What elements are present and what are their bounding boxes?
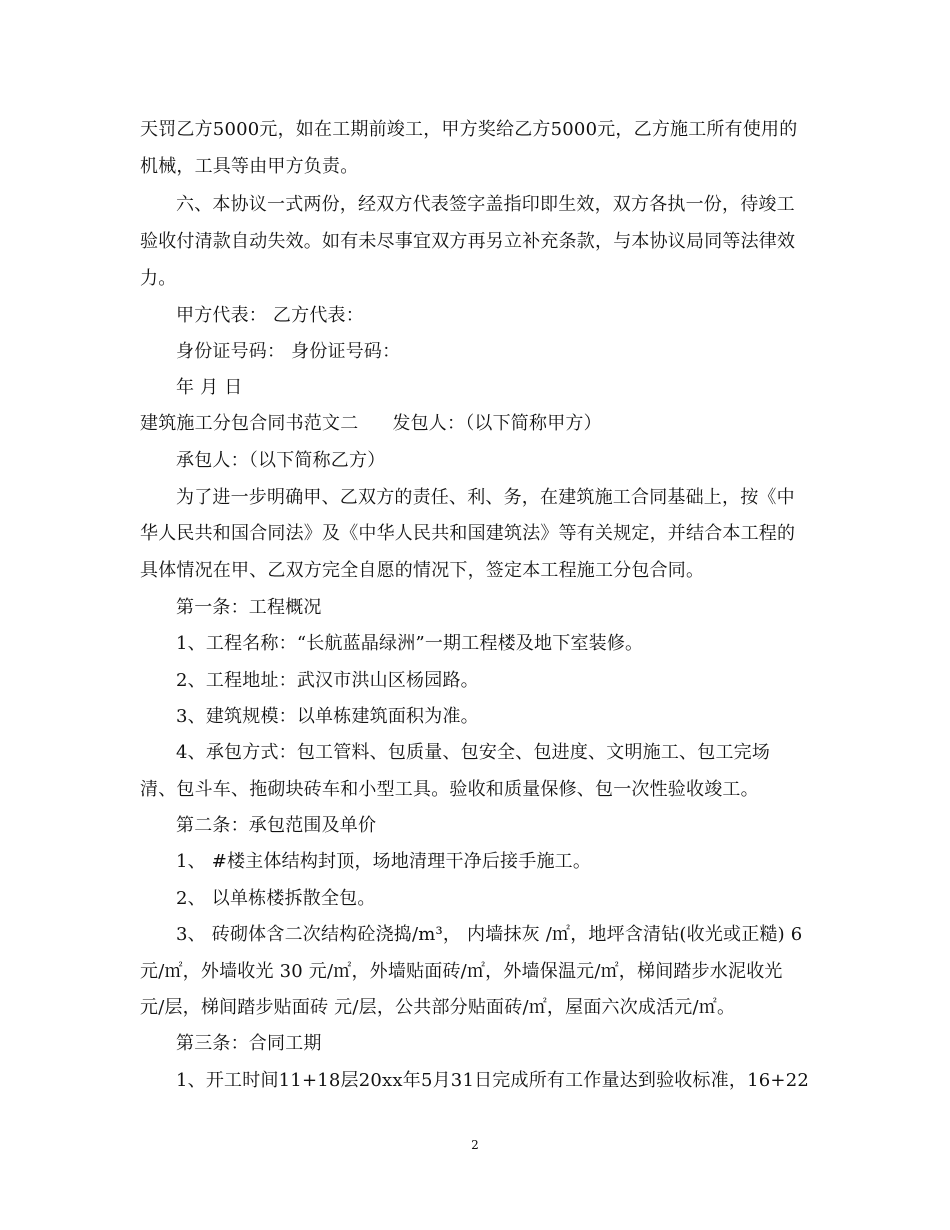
paragraph-line-5: 力。 [140, 268, 177, 289]
paragraph-line-3: 六、本协议一式两份，经双方代表签字盖指印即生效，双方各执一份，待竣工 [176, 194, 795, 215]
schedule-item-1: 1、开工时间11+18层20xx年5月31日完成所有工作量达到验收标准，16+22 [176, 1070, 809, 1091]
scope-item-3-line-1: 3、 砖砌体含二次结构砼浇捣/m³， 内墙抹灰 /㎡，地坪含清钻(收光或正糙) 6 [176, 924, 803, 945]
contractor-party: 发包人：（以下简称甲方） [392, 413, 602, 434]
contract-title: 建筑施工分包合同书范文二 [140, 413, 359, 434]
project-name: 1、工程名称：“长航蓝晶绿洲”一期工程楼及地下室装修。 [176, 633, 644, 654]
paragraph-line-1: 天罚乙方5000元，如在工期前竣工，甲方奖给乙方5000元，乙方施工所有使用的 [140, 119, 798, 140]
article-1-heading: 第一条：工程概况 [176, 597, 322, 618]
subcontractor-party: 承包人：（以下简称乙方） [176, 450, 386, 471]
scope-item-1: 1、 #楼主体结构封顶，场地清理干净后接手施工。 [176, 851, 592, 872]
scope-item-3-line-2: 元/㎡，外墙收光 30 元/㎡，外墙贴面砖/㎡，外墙保温元/㎡，梯间踏步水泥收光 [140, 961, 783, 982]
intro-line-3: 具体情况在甲、乙双方完全自愿的情况下，签定本工程施工分包合同。 [140, 560, 705, 581]
contract-method-line-2: 清、包斗车、拖砌块砖车和小型工具。验收和质量保修、包一次性验收竣工。 [140, 779, 759, 800]
signature-representatives: 甲方代表： 乙方代表： [176, 305, 364, 326]
project-address: 2、工程地址：武汉市洪山区杨园路。 [176, 670, 479, 691]
scope-item-2: 2、 以单栋楼拆散全包。 [176, 888, 376, 909]
article-3-heading: 第三条：合同工期 [176, 1033, 322, 1054]
paragraph-line-2: 机械，工具等由甲方负责。 [140, 156, 359, 177]
scope-item-3-line-3: 元/层，梯间踏步贴面砖 元/层，公共部分贴面砖/㎡，屋面六次成活元/㎡。 [140, 997, 736, 1018]
article-2-heading: 第二条：承包范围及单价 [176, 815, 377, 836]
intro-line-1: 为了进一步明确甲、乙双方的责任、利、务，在建筑施工合同基础上，按《中 [176, 487, 795, 508]
signature-date: 年 月 日 [176, 377, 243, 398]
paragraph-line-4: 验收付清款自动失效。如有未尽事宜双方再另立补充条款，与本协议局同等法律效 [140, 231, 796, 252]
section-heading-line [140, 413, 820, 435]
intro-line-2: 华人民共和国合同法》及《中华人民共和国建筑法》等有关规定，并结合本工程的 [140, 523, 796, 544]
signature-id-numbers: 身份证号码： 身份证号码： [176, 341, 401, 362]
building-scale: 3、建筑规模：以单栋建筑面积为准。 [176, 706, 479, 727]
contract-method-line-1: 4、承包方式：包工管料、包质量、包安全、包进度、文明施工、包工完场 [176, 742, 771, 763]
page-number: 2 [471, 1138, 479, 1152]
